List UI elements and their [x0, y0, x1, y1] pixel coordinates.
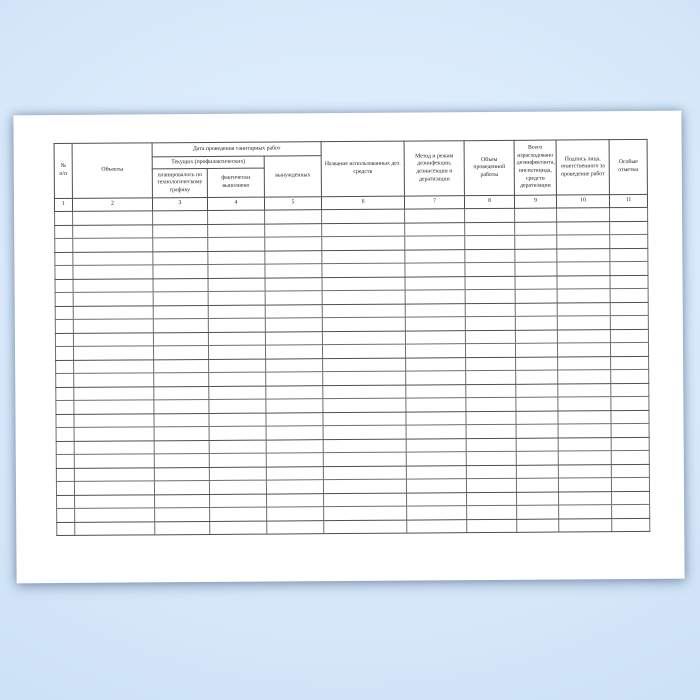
empty-cell	[611, 383, 649, 397]
empty-cell	[267, 520, 324, 534]
empty-cell	[610, 221, 648, 235]
empty-cell	[405, 222, 465, 236]
empty-cell	[558, 478, 611, 492]
empty-cell	[323, 398, 406, 412]
empty-cell	[610, 234, 648, 248]
empty-cell	[611, 437, 649, 451]
empty-cell	[559, 518, 612, 532]
empty-cell	[73, 319, 153, 333]
empty-cell	[323, 385, 406, 399]
empty-cell	[611, 423, 649, 437]
empty-cell	[154, 440, 209, 454]
empty-cell	[266, 466, 323, 480]
col-number: 8	[464, 195, 514, 208]
empty-cell	[55, 265, 73, 279]
empty-cell	[74, 454, 154, 468]
empty-entry-row	[57, 518, 650, 536]
col-number: 11	[609, 194, 647, 207]
empty-cell	[267, 507, 324, 521]
empty-cell	[266, 385, 323, 399]
empty-cell	[516, 343, 558, 357]
empty-cell	[55, 346, 73, 360]
empty-cell	[611, 369, 649, 383]
empty-cell	[466, 451, 516, 465]
empty-cell	[612, 518, 650, 532]
empty-cell	[265, 264, 322, 278]
empty-cell	[153, 278, 208, 292]
empty-cell	[466, 343, 516, 357]
empty-cell	[265, 210, 322, 224]
empty-cell	[558, 356, 611, 370]
empty-cell	[154, 426, 209, 440]
empty-cell	[406, 384, 466, 398]
empty-cell	[466, 465, 516, 479]
empty-cell	[75, 508, 155, 522]
col-header-total-consumed: Всего израсходовано дезинфектанта, инсектицида, средств дератизации	[514, 140, 556, 195]
empty-cell	[265, 345, 322, 359]
empty-cell	[323, 479, 406, 493]
empty-cell	[322, 277, 405, 291]
empty-cell	[557, 316, 610, 330]
empty-cell	[266, 399, 323, 413]
col-number: 7	[404, 196, 464, 209]
empty-cell	[209, 480, 266, 494]
empty-cell	[55, 306, 73, 320]
empty-cell	[516, 424, 558, 438]
empty-cell	[466, 370, 516, 384]
empty-cell	[154, 359, 209, 373]
empty-cell	[557, 262, 610, 276]
empty-cell	[323, 344, 406, 358]
header-row-groups	[54, 139, 647, 157]
empty-cell	[406, 411, 466, 425]
empty-cell	[465, 208, 515, 222]
empty-cell	[267, 493, 324, 507]
col-group-date-of-sanitary-works: Дата проведения санитарных работ	[152, 142, 321, 157]
empty-cell	[323, 371, 406, 385]
empty-cell	[209, 426, 266, 440]
empty-cell	[611, 464, 649, 478]
empty-cell	[153, 318, 208, 332]
empty-cell	[610, 275, 648, 289]
empty-cell	[467, 519, 517, 533]
empty-cell	[466, 397, 516, 411]
empty-cell	[265, 304, 322, 318]
empty-cell	[610, 261, 648, 275]
empty-cell	[208, 237, 265, 251]
empty-cell	[465, 316, 515, 330]
empty-cell	[515, 316, 557, 330]
empty-cell	[516, 438, 558, 452]
empty-cell	[56, 441, 74, 455]
empty-cell	[466, 424, 516, 438]
empty-cell	[74, 373, 154, 387]
empty-cell	[465, 289, 515, 303]
empty-cell	[75, 494, 155, 508]
empty-cell	[323, 466, 406, 480]
empty-cell	[516, 370, 558, 384]
empty-cell	[153, 251, 208, 265]
empty-cell	[55, 292, 73, 306]
empty-cell	[515, 330, 557, 344]
empty-cell	[74, 386, 154, 400]
empty-cell	[610, 288, 648, 302]
col-number: 2	[72, 198, 152, 212]
empty-cell	[266, 372, 323, 386]
empty-cell	[610, 315, 648, 329]
empty-cell	[406, 344, 466, 358]
empty-cell	[558, 397, 611, 411]
col-header-disinfectant-name: Название использованных дез. средств	[321, 141, 404, 197]
empty-cell	[405, 303, 465, 317]
empty-cell	[322, 317, 405, 331]
empty-cell	[558, 464, 611, 478]
col-header-signature: Подпись лица, ответственного за проведение работ	[556, 140, 609, 195]
empty-cell	[56, 468, 74, 482]
empty-cell	[324, 493, 407, 507]
empty-cell	[55, 279, 73, 293]
empty-cell	[153, 345, 208, 359]
col-header-method-and-mode: Метод и режим дезинфекции, дезинсекции и дератизации	[404, 141, 464, 196]
empty-cell	[210, 494, 267, 508]
empty-cell	[516, 451, 558, 465]
empty-cell	[515, 289, 557, 303]
empty-cell	[467, 492, 517, 506]
empty-cell	[73, 211, 153, 225]
empty-cell	[405, 276, 465, 290]
empty-cell	[74, 440, 154, 454]
empty-cell	[74, 359, 154, 373]
empty-cell	[557, 235, 610, 249]
empty-cell	[153, 224, 208, 238]
empty-cell	[57, 522, 75, 536]
empty-cell	[208, 291, 265, 305]
empty-cell	[405, 330, 465, 344]
empty-cell	[73, 305, 153, 319]
empty-cell	[558, 424, 611, 438]
empty-cell	[56, 454, 74, 468]
empty-cell	[610, 248, 648, 262]
empty-cell	[611, 450, 649, 464]
empty-cell	[515, 208, 557, 222]
empty-cell	[322, 223, 405, 237]
col-number: 6	[321, 196, 404, 210]
empty-cell	[466, 411, 516, 425]
empty-cell	[323, 452, 406, 466]
empty-cell	[265, 250, 322, 264]
empty-cell	[73, 332, 153, 346]
empty-cell	[558, 451, 611, 465]
empty-cell	[558, 437, 611, 451]
empty-cell	[208, 278, 265, 292]
col-header-objects: Объекты	[72, 143, 152, 199]
empty-cell	[265, 237, 322, 251]
empty-cell	[612, 491, 650, 505]
empty-cell	[466, 478, 516, 492]
empty-cell	[322, 263, 405, 277]
empty-cell	[208, 251, 265, 265]
empty-cell	[322, 236, 405, 250]
empty-cell	[209, 413, 266, 427]
empty-cell	[557, 221, 610, 235]
empty-cell	[467, 505, 517, 519]
empty-cell	[74, 400, 154, 414]
empty-cell	[610, 329, 648, 343]
empty-cell	[557, 208, 610, 222]
empty-cell	[466, 357, 516, 371]
empty-cell	[406, 452, 466, 466]
empty-cell	[322, 250, 405, 264]
empty-cell	[405, 317, 465, 331]
empty-cell	[57, 495, 75, 509]
empty-cell	[611, 410, 649, 424]
empty-cell	[557, 275, 610, 289]
empty-cell	[466, 438, 516, 452]
empty-cell	[323, 358, 406, 372]
empty-cell	[324, 506, 407, 520]
empty-cell	[407, 519, 467, 533]
empty-cell	[406, 438, 466, 452]
empty-cell	[516, 411, 558, 425]
empty-cell	[265, 318, 322, 332]
empty-cell	[266, 453, 323, 467]
empty-cell	[55, 238, 73, 252]
empty-cell	[153, 332, 208, 346]
empty-cell	[208, 305, 265, 319]
empty-cell	[406, 371, 466, 385]
empty-cell	[405, 249, 465, 263]
empty-cell	[406, 479, 466, 493]
empty-cell	[55, 252, 73, 266]
table-body	[55, 207, 650, 535]
empty-cell	[154, 399, 209, 413]
empty-cell	[517, 505, 559, 519]
col-header-forced: вынужденных	[264, 156, 321, 197]
empty-cell	[558, 410, 611, 424]
empty-cell	[465, 303, 515, 317]
table-header	[54, 139, 647, 211]
empty-cell	[465, 262, 515, 276]
empty-cell	[611, 477, 649, 491]
empty-cell	[465, 249, 515, 263]
empty-cell	[516, 357, 558, 371]
empty-cell	[558, 343, 611, 357]
empty-cell	[407, 506, 467, 520]
empty-cell	[517, 519, 559, 533]
col-number: 5	[264, 197, 321, 210]
empty-cell	[266, 358, 323, 372]
empty-cell	[74, 467, 154, 481]
empty-cell	[466, 384, 516, 398]
empty-cell	[208, 332, 265, 346]
empty-cell	[558, 383, 611, 397]
empty-cell	[56, 400, 74, 414]
empty-cell	[406, 425, 466, 439]
empty-cell	[74, 413, 154, 427]
col-header-row-number: № п/п	[54, 143, 72, 198]
empty-cell	[516, 384, 558, 398]
empty-cell	[154, 480, 209, 494]
empty-cell	[56, 414, 74, 428]
empty-cell	[323, 412, 406, 426]
empty-cell	[74, 427, 154, 441]
empty-cell	[324, 520, 407, 534]
col-number: 4	[207, 197, 264, 210]
col-header-actually-done: фактически выполнено	[207, 168, 264, 197]
empty-cell	[210, 521, 267, 535]
col-number: 10	[556, 195, 609, 208]
empty-cell	[209, 359, 266, 373]
empty-cell	[266, 439, 323, 453]
empty-cell	[265, 277, 322, 291]
empty-cell	[322, 304, 405, 318]
empty-cell	[155, 494, 210, 508]
empty-cell	[407, 492, 467, 506]
empty-cell	[56, 427, 74, 441]
empty-cell	[322, 290, 405, 304]
empty-cell	[155, 521, 210, 535]
empty-cell	[558, 370, 611, 384]
empty-cell	[55, 211, 73, 225]
empty-cell	[209, 453, 266, 467]
empty-cell	[265, 291, 322, 305]
empty-cell	[55, 319, 73, 333]
empty-cell	[153, 210, 208, 224]
empty-cell	[557, 302, 610, 316]
empty-cell	[55, 333, 73, 347]
empty-cell	[515, 262, 557, 276]
empty-cell	[405, 209, 465, 223]
empty-cell	[465, 235, 515, 249]
empty-cell	[208, 345, 265, 359]
empty-cell	[73, 278, 153, 292]
empty-cell	[154, 453, 209, 467]
empty-cell	[266, 412, 323, 426]
empty-cell	[153, 237, 208, 251]
col-header-special-notes: Особые отметки	[609, 139, 647, 194]
col-number: 3	[152, 197, 207, 210]
empty-cell	[73, 251, 153, 265]
empty-cell	[266, 426, 323, 440]
empty-cell	[322, 331, 405, 345]
empty-cell	[55, 225, 73, 239]
col-group-current-preventive: Текущих (профилактических)	[152, 156, 264, 169]
empty-cell	[74, 481, 154, 495]
empty-cell	[154, 467, 209, 481]
empty-cell	[154, 372, 209, 386]
empty-cell	[559, 505, 612, 519]
empty-cell	[209, 467, 266, 481]
empty-cell	[406, 398, 466, 412]
empty-cell	[517, 492, 559, 506]
empty-cell	[557, 289, 610, 303]
empty-cell	[265, 223, 322, 237]
empty-cell	[612, 504, 650, 518]
empty-cell	[155, 507, 210, 521]
empty-cell	[73, 292, 153, 306]
empty-cell	[515, 222, 557, 236]
empty-cell	[611, 342, 649, 356]
empty-cell	[465, 222, 515, 236]
col-header-planned-by-schedule: планировалось по технологическому графику	[152, 168, 207, 197]
empty-cell	[266, 480, 323, 494]
empty-cell	[610, 302, 648, 316]
empty-cell	[73, 265, 153, 279]
empty-cell	[153, 305, 208, 319]
form-page	[13, 111, 684, 584]
empty-cell	[210, 507, 267, 521]
empty-cell	[208, 318, 265, 332]
empty-cell	[465, 330, 515, 344]
empty-cell	[73, 224, 153, 238]
empty-cell	[516, 465, 558, 479]
empty-cell	[56, 360, 74, 374]
empty-cell	[265, 331, 322, 345]
empty-cell	[515, 235, 557, 249]
empty-cell	[209, 386, 266, 400]
empty-cell	[611, 356, 649, 370]
col-number: 1	[54, 198, 72, 211]
empty-cell	[154, 386, 209, 400]
empty-cell	[209, 440, 266, 454]
empty-cell	[465, 276, 515, 290]
empty-cell	[515, 276, 557, 290]
empty-cell	[209, 399, 266, 413]
empty-cell	[322, 209, 405, 223]
empty-cell	[208, 224, 265, 238]
empty-cell	[208, 210, 265, 224]
empty-cell	[406, 465, 466, 479]
empty-cell	[209, 372, 266, 386]
empty-cell	[323, 425, 406, 439]
empty-cell	[405, 236, 465, 250]
empty-cell	[611, 396, 649, 410]
empty-cell	[154, 413, 209, 427]
empty-cell	[515, 303, 557, 317]
empty-cell	[610, 207, 648, 221]
empty-cell	[56, 387, 74, 401]
empty-cell	[73, 238, 153, 252]
empty-cell	[516, 397, 558, 411]
empty-cell	[56, 373, 74, 387]
empty-cell	[153, 264, 208, 278]
empty-cell	[75, 521, 155, 535]
sanitary-works-journal-table	[54, 139, 651, 536]
empty-cell	[208, 264, 265, 278]
empty-cell	[516, 478, 558, 492]
empty-cell	[559, 491, 612, 505]
col-number: 9	[514, 195, 556, 208]
empty-cell	[323, 439, 406, 453]
empty-cell	[405, 290, 465, 304]
empty-cell	[515, 249, 557, 263]
empty-cell	[557, 329, 610, 343]
empty-cell	[73, 346, 153, 360]
empty-cell	[406, 357, 466, 371]
empty-cell	[57, 508, 75, 522]
empty-cell	[56, 481, 74, 495]
empty-cell	[557, 248, 610, 262]
empty-cell	[405, 263, 465, 277]
col-header-work-volume: Объем проведенной работы	[464, 140, 514, 195]
empty-cell	[153, 291, 208, 305]
